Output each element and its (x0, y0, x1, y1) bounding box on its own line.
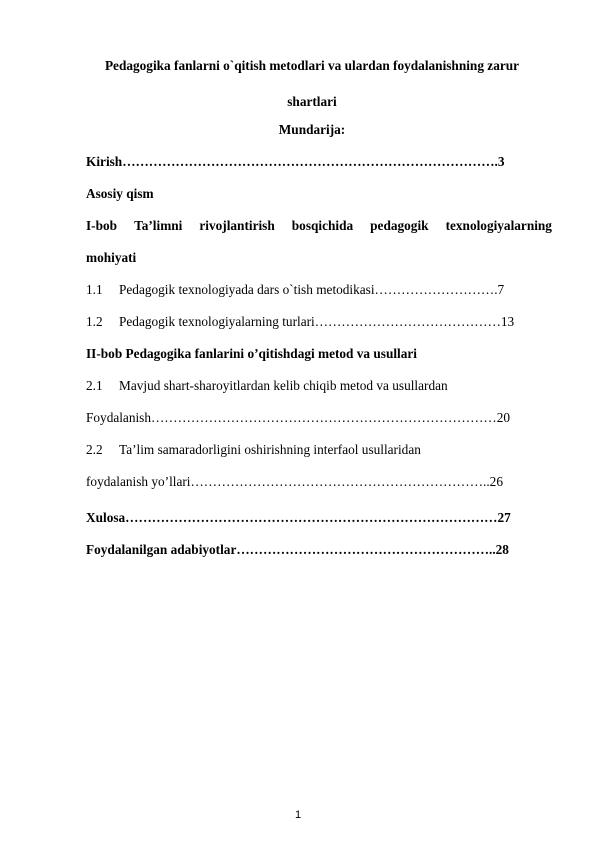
toc-chapter-1-word: Ta’limni (134, 218, 183, 233)
toc-section-asosiy-qism: Asosiy qism (86, 186, 154, 201)
toc-entry-text: Mavjud shart-sharoyitlardan kelib chiqib metod va usullardan (119, 378, 448, 393)
document-title-line-2: shartlari (287, 94, 337, 109)
toc-entry-2-2-continuation: foydalanish yo’llari…………………………………………………………..26 (86, 474, 503, 489)
toc-entry-number: 2.1 (86, 378, 103, 393)
toc-chapter-1-word: rivojlantirish (199, 218, 275, 233)
toc-entry-2-1-continuation: Foydalanish……………………………………………………………………20 (86, 410, 511, 425)
toc-chapter-1-word: bosqichida (291, 218, 354, 233)
toc-entry-1-1 (86, 282, 556, 298)
toc-entry-text: Ta’lim samaradorligini oshirishning interfaol usullaridan (119, 442, 421, 457)
toc-entry-xulosa: Xulosa…………………………………………………………………………27 (86, 510, 511, 525)
toc-chapter-1-word: pedagogik (370, 218, 429, 233)
toc-chapter-1-word: I-bob (86, 218, 118, 233)
toc-entry-number: 2.2 (86, 442, 103, 457)
toc-entry-kirish: Kirish………………………………………………………………………….3 (86, 154, 505, 169)
toc-chapter-2: II-bob Pedagogika fanlarini o’qitishdagi metod va usullari (86, 346, 418, 361)
toc-entry-number: 1.1 (86, 282, 103, 297)
contents-heading: Mundarija: (278, 122, 346, 137)
toc-chapter-1-word: texnologiyalarning (445, 218, 552, 233)
toc-entry-2-1 (86, 378, 556, 394)
toc-entry-text: Pedagogik texnologiyada dars o`tish metodikasi……………………….7 (119, 282, 505, 297)
toc-entry-1-2 (86, 314, 556, 330)
document-title-line-1: Pedagogika fanlarni o`qitish metodlari va ulardan foydalanishning zarur (104, 58, 520, 73)
toc-chapter-1-continuation: mohiyati (86, 250, 137, 265)
toc-entry-number: 1.2 (86, 314, 103, 329)
toc-entry-2-2 (86, 442, 556, 458)
toc-chapter-1 (86, 218, 552, 234)
page-number: 1 (294, 809, 302, 821)
toc-entry-foydalanilgan-adabiyotlar: Foydalanilgan adabiyotlar…………………………………………………..28 (86, 542, 509, 557)
toc-entry-text: Pedagogik texnologiyalarning turlari……………………………………13 (119, 314, 515, 329)
